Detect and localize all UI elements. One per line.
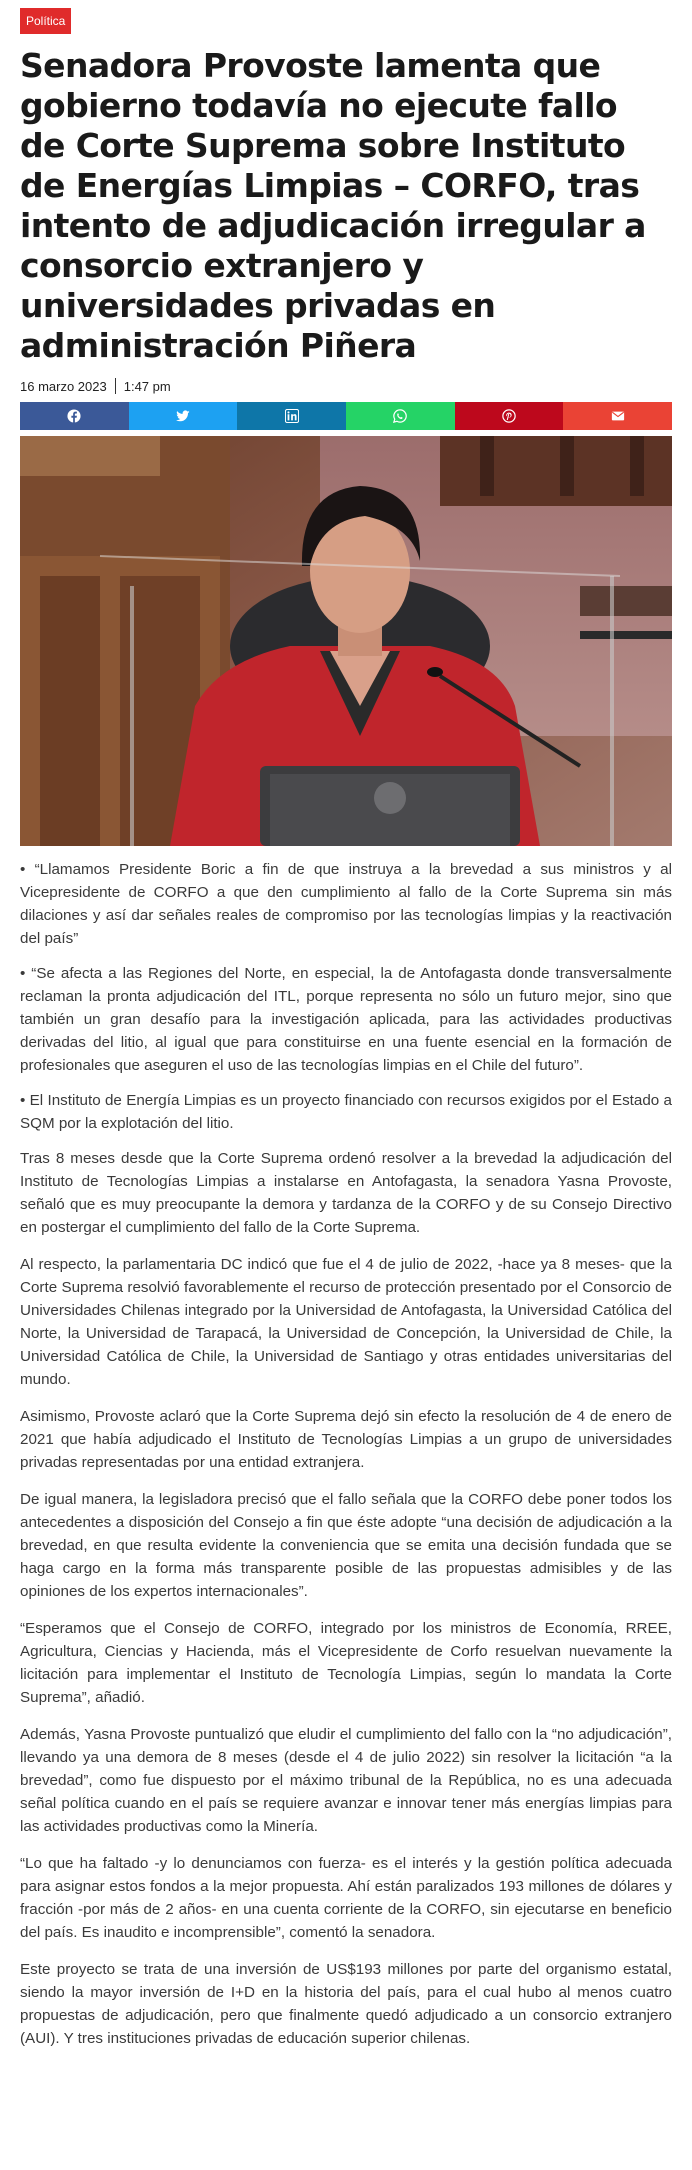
article-body — [20, 858, 672, 2050]
article-paragraph: Al respecto, la parlamentaria DC indicó que fue el 4 de julio de 2022, -hace ya 8 meses- que la Corte Suprema resolvió favorablemente el recurso de protección presentado por el Consorcio de Universidades Chilenas integrado por la Universidad de Antofagasta, la Universidad Católica del Norte, la Universidad de Tarapacá, la Universidad de Concepción, la Universidad de Chile, la Universidad Católica de Chile, la Universidad de Santiago y otras entidades universitarias del mundo. — [20, 1256, 672, 1388]
share-linkedin-button[interactable] — [237, 402, 346, 430]
facebook-icon — [67, 409, 81, 423]
article-paragraph: “Esperamos que el Consejo de CORFO, integrado por los ministros de Economía, RREE, Agricultura, Ciencias y Hacienda, más el Vicepresidente de Corfo resuelvan nuevamente la licitación para implementar el Instituto de Tecnología Limpias, según lo mandata la Corte Suprema”, añadió. — [20, 1620, 672, 1706]
article-paragraph: Tras 8 meses desde que la Corte Suprema ordenó resolver a la brevedad la adjudicación del Instituto de Tecnologías Limpias a instalarse en Antofagasta, la senadora Yasna Provoste, señaló que es muy preocupante la demora y tardanza de la CORFO y de su Consejo Directivo en postergar el cumplimiento del fallo de la Corte Suprema. — [20, 1150, 672, 1236]
share-facebook-button[interactable] — [20, 402, 129, 430]
publish-date: 16 marzo 2023 — [20, 378, 107, 394]
article-paragraph: • “Llamamos Presidente Boric a fin de que instruya a la brevedad a sus ministros y al Vicepresidente de CORFO a que den cumplimiento al fallo de la Corte Suprema sin más dilaciones y así dar señales reales de compromiso por las tecnologías limpias y la reactivación del país” — [20, 861, 672, 947]
headline: Senadora Provoste lamenta que gobierno todavía no ejecute fallo de Corte Suprema sobre Instituto de Energías Limpias – CORFO, tras intento de adjudicación irregular a consorcio extranjero y universidades privadas en administración Piñera — [20, 46, 646, 365]
share-twitter-button[interactable] — [129, 402, 238, 430]
article-paragraph: “Lo que ha faltado -y lo denunciamos con fuerza- es el interés y la gestión política adecuada para asignar estos fondos a la mejor propuesta. Ahí están paralizados 193 millones de dólares y fracción -por más de 2 años- en una cuenta corriente de la CORFO, sin ejecutarse en beneficio del país. Es inaudito e incomprensible”, comentó la senadora. — [20, 1855, 672, 1941]
envelope-icon — [611, 409, 625, 423]
article-paragraph: Además, Yasna Provoste puntualizó que eludir el cumplimiento del fallo con la “no adjudicación”, llevando ya una demora de 8 meses (desde el 4 de julio 2022) sin resolver la licitación “a la brevedad”, como fue dispuesto por el máximo tribunal de la República, no es una adecuada señal política cuando en el país se requiere avanzar e innovar tener más energías limpias para las actividades productivas como la Minería. — [20, 1726, 672, 1835]
whatsapp-icon — [393, 409, 407, 423]
article-paragraph: De igual manera, la legisladora precisó que el fallo señala que la CORFO debe poner todos los antecedentes a disposición del Consejo a fin que éste adopte “una decisión de adjudicación a la brevedad, en que resulta evidente la conveniencia que se emita una decisión fundada que se haga cargo en la forma más transparente posible de las propuestas admisibles y de las opiniones de los expertos internacionales”. — [20, 1491, 672, 1600]
senator-speaking-photo — [20, 436, 672, 846]
share-pinterest-button[interactable] — [455, 402, 564, 430]
share-email-button[interactable] — [563, 402, 672, 430]
article-paragraph: • El Instituto de Energía Limpias es un proyecto financiado con recursos exigidos por el Estado a SQM por la explotación del litio. — [20, 1092, 672, 1132]
article-paragraph: Este proyecto se trata de una inversión de US$193 millones por parte del organismo estatal, siendo la mayor inversión de I+D en la historia del país, para el cual hubo al menos cuatro propuestas de adjudicación, pero que finalmente quedó adjudicado a un consorcio extranjero (AUI). Y tres instituciones privadas de educación superior chilenas. — [20, 1961, 672, 2047]
article-paragraph: Asimismo, Provoste aclaró que la Corte Suprema dejó sin efecto la resolución de 4 de enero de 2021 que había adjudicado el Instituto de Tecnologías Limpias a un grupo de universidades privadas representadas por una entidad extranjera. — [20, 1408, 672, 1471]
meta-divider — [115, 378, 116, 394]
publish-time: 1:47 pm — [123, 378, 171, 394]
article-paragraph: • “Se afecta a las Regiones del Norte, en especial, la de Antofagasta donde transversalmente reclaman la pronta adjudicación del ITL, porque representa no sólo un futuro mejor, sino que también un gran desafío para la investigación aplicada, para las actividades productivas derivadas del litio, al igual que para constituirse en una fuente esencial en la formación de profesionales que aseguren el uso de las tecnologías limpias en el Chile del futuro”. — [20, 965, 672, 1074]
category-badge[interactable]: Política — [20, 8, 71, 34]
share-whatsapp-button[interactable] — [346, 402, 455, 430]
article-meta — [20, 378, 672, 394]
twitter-icon — [176, 409, 190, 423]
share-bar — [20, 402, 672, 430]
linkedin-icon — [285, 409, 299, 423]
article-photo — [20, 436, 672, 846]
pinterest-icon — [502, 409, 516, 423]
